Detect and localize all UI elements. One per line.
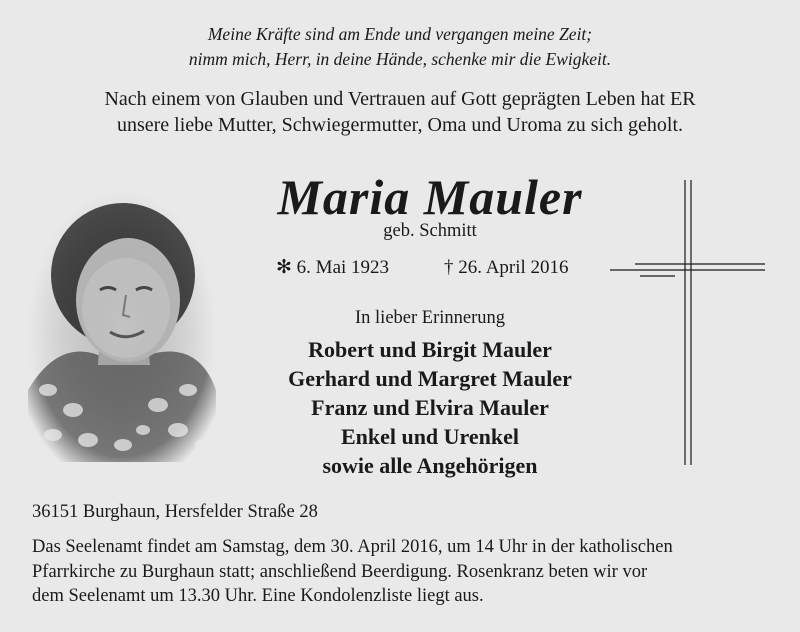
maiden-name: geb. Schmitt bbox=[383, 221, 477, 241]
notice-line-2: Pfarrkirche zu Burghaun statt; anschließend Beerdigung. Rosenkranz beten wir vor bbox=[32, 561, 648, 582]
mourner-line: Franz und Elvira Mauler bbox=[311, 395, 549, 420]
mourners-list bbox=[230, 335, 630, 480]
address: 36151 Burghaun, Hersfelder Straße 28 bbox=[32, 502, 318, 522]
mourner-line: sowie alle Angehörigen bbox=[322, 453, 538, 478]
memory-heading: In lieber Erinnerung bbox=[355, 308, 505, 328]
notice-line-1: Das Seelenamt findet am Samstag, dem 30. April 2016, um 14 Uhr in der katholischen bbox=[32, 537, 673, 557]
intro-line-1: Nach einem von Glauben und Vertrauen auf Gott geprägten Leben hat ER bbox=[104, 88, 696, 110]
mourner-line: Robert und Birgit Mauler bbox=[308, 337, 552, 362]
death-date: † 26. April 2016 bbox=[444, 257, 569, 278]
notice-line-3: dem Seelenamt um 13.30 Uhr. Eine Kondolenzliste liegt aus. bbox=[32, 586, 484, 607]
bible-verse bbox=[100, 22, 700, 72]
mourner-line: Enkel und Urenkel bbox=[340, 424, 520, 449]
birth-date: ✻ 6. Mai 1923 bbox=[276, 257, 390, 278]
portrait-photo-graphic bbox=[28, 190, 216, 462]
intro-text bbox=[40, 86, 760, 138]
portrait-photo bbox=[28, 190, 216, 462]
verse-line-1: Meine Kräfte sind am Ende und vergangen meine Zeit; bbox=[207, 24, 593, 44]
deceased-name: Maria Mauler bbox=[277, 169, 583, 225]
mourner-line: Gerhard und Margret Mauler bbox=[288, 366, 572, 391]
cross-icon bbox=[605, 175, 770, 470]
funeral-notice bbox=[32, 535, 778, 609]
intro-line-2: unsere liebe Mutter, Schwiegermutter, Oma und Uroma zu sich geholt. bbox=[116, 114, 683, 136]
verse-line-2: nimm mich, Herr, in deine Hände, schenke mir die Ewigkeit. bbox=[188, 49, 612, 69]
